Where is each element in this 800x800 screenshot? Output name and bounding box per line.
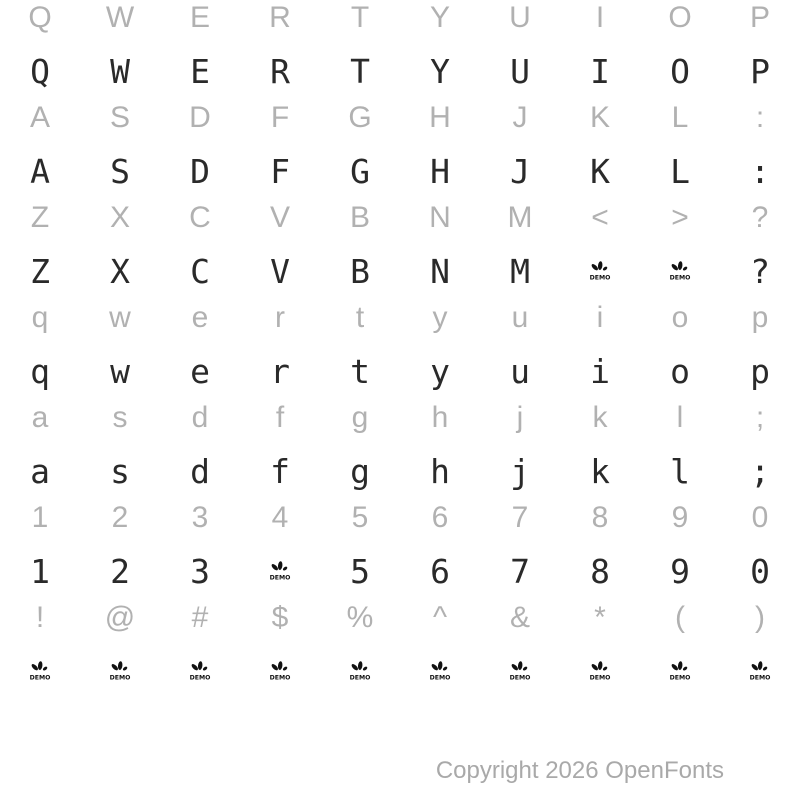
glyph-row [0,146,800,196]
glyph-cell: o [671,301,689,334]
glyph-cell: j [510,451,530,491]
glyph-cell: ? [750,251,770,291]
glyph-cell: y [430,351,450,391]
glyph-cell: F [270,101,290,134]
glyph-cell: C [190,251,210,291]
svg-text:DEMO: DEMO [589,674,611,682]
demo-stamp-cell [240,546,320,596]
demo-stamp-icon [669,660,691,683]
demo-stamp-icon [669,260,691,283]
glyph-cell: 6 [430,551,450,591]
glyph-cell: t [350,351,370,391]
glyph-cell: 3 [190,551,210,591]
glyph-cell: L [670,151,690,191]
demo-stamp-cell [720,646,800,696]
glyph-row [0,393,800,443]
glyph-cell: 2 [110,551,130,591]
glyph-cell: # [191,601,209,634]
svg-text:DEMO: DEMO [669,674,691,682]
svg-text:DEMO: DEMO [109,674,131,682]
copyright-text: Copyright 2026 OpenFonts [435,757,724,784]
glyph-cell: R [270,51,290,91]
glyph-cell: V [270,251,290,291]
demo-stamp-cell [560,646,640,696]
glyph-cell: p [750,351,770,391]
glyph-cell: N [429,201,451,234]
glyph-cell: 0 [750,551,770,591]
glyph-cell: Q [28,1,52,34]
glyph-cell: A [30,151,50,191]
glyph-cell: J [510,151,530,191]
svg-text:DEMO: DEMO [509,674,531,682]
demo-stamp-cell [560,246,640,296]
glyph-row [0,593,800,643]
glyph-cell: o [670,351,690,391]
demo-stamp-icon [589,660,611,683]
demo-stamp-cell [80,646,160,696]
demo-stamp-icon [269,660,291,683]
glyph-row [0,46,800,96]
glyph-cell: ; [750,451,770,491]
svg-text:DEMO: DEMO [669,274,691,282]
glyph-cell: ; [755,401,765,434]
glyph-cell: O [668,1,692,34]
glyph-cell: T [350,51,370,91]
glyph-cell: Y [430,51,450,91]
glyph-cell: K [590,151,610,191]
glyph-row [0,293,800,343]
glyph-cell: W [110,51,130,91]
glyph-cell: g [350,451,370,491]
glyph-cell: l [670,451,690,491]
glyph-cell: 4 [271,501,289,534]
demo-stamp-cell [0,646,80,696]
svg-text:DEMO: DEMO [269,674,291,682]
glyph-cell: P [750,51,770,91]
glyph-cell: ( [675,601,685,634]
glyph-cell: k [590,451,610,491]
glyph-cell: 9 [671,501,689,534]
glyph-cell: s [112,401,128,434]
glyph-cell: e [191,301,209,334]
demo-stamp-cell [320,646,400,696]
glyph-cell: y [432,301,448,334]
glyph-cell: D [189,101,211,134]
demo-stamp-icon [349,660,371,683]
glyph-cell: Z [30,251,50,291]
glyph-cell: E [189,1,210,34]
glyph-cell: I [595,1,605,34]
glyph-cell: S [109,101,130,134]
demo-stamp-icon [589,260,611,283]
svg-text:DEMO: DEMO [349,674,371,682]
glyph-cell: s [110,451,130,491]
demo-stamp-icon [749,660,771,683]
demo-stamp-cell [480,646,560,696]
glyph-row [0,93,800,143]
glyph-cell: h [431,401,449,434]
glyph-cell: t [355,301,365,334]
demo-stamp-icon [189,660,211,683]
glyph-cell: i [596,301,604,334]
glyph-cell: N [430,251,450,291]
glyph-row [0,193,800,243]
demo-stamp-icon [29,660,51,683]
glyph-cell: : [750,151,770,191]
glyph-cell: 3 [191,501,209,534]
glyph-cell: W [105,1,135,34]
glyph-cell: F [270,151,290,191]
demo-stamp-cell [160,646,240,696]
glyph-cell: r [275,301,285,334]
glyph-cell: K [589,101,610,134]
glyph-row [0,246,800,296]
glyph-cell: H [430,151,450,191]
glyph-cell: 5 [350,551,370,591]
glyph-cell: 7 [510,551,530,591]
glyph-row [0,446,800,496]
glyph-cell: ^ [432,601,448,634]
glyph-cell: g [351,401,369,434]
glyph-cell: ) [755,601,765,634]
glyph-cell: 5 [351,501,369,534]
glyph-cell: Y [429,1,450,34]
glyph-cell: E [190,51,210,91]
glyph-cell: V [269,201,290,234]
glyph-row [0,646,800,696]
glyph-cell: J [512,101,528,134]
svg-text:DEMO: DEMO [589,274,611,282]
glyph-cell: $ [271,601,289,634]
glyph-cell: % [346,601,374,634]
glyph-cell: X [109,201,130,234]
glyph-cell: w [110,351,130,391]
demo-stamp-icon [429,660,451,683]
glyph-cell: q [30,351,50,391]
demo-stamp-cell [640,246,720,296]
glyph-cell: h [430,451,450,491]
glyph-cell: e [190,351,210,391]
glyph-cell: a [31,401,49,434]
glyph-cell: Q [30,51,50,91]
svg-text:DEMO: DEMO [189,674,211,682]
demo-stamp-icon [269,560,291,583]
glyph-row [0,0,800,43]
glyph-cell: R [269,1,291,34]
glyph-cell: k [592,401,608,434]
glyph-cell: d [190,451,210,491]
glyph-cell: i [590,351,610,391]
glyph-cell: M [507,201,533,234]
glyph-cell: B [349,201,370,234]
glyph-cell: ! [35,601,45,634]
glyph-cell: U [510,51,530,91]
svg-text:DEMO: DEMO [29,674,51,682]
glyph-cell: r [270,351,290,391]
glyph-cell: Z [30,201,50,234]
glyph-cell: 8 [591,501,609,534]
glyph-cell: 1 [30,551,50,591]
glyph-cell: S [110,151,130,191]
glyph-cell: * [594,601,606,634]
glyph-cell: ? [751,201,769,234]
demo-stamp-icon [509,660,531,683]
glyph-cell: 2 [111,501,129,534]
glyph-cell: f [275,401,285,434]
glyph-cell: 9 [670,551,690,591]
glyph-cell: L [671,101,689,134]
glyph-cell: M [510,251,530,291]
glyph-cell: C [189,201,211,234]
glyph-cell: : [755,101,765,134]
glyph-cell: X [110,251,130,291]
demo-stamp-cell [640,646,720,696]
glyph-cell: 8 [590,551,610,591]
glyph-cell: u [510,351,530,391]
glyph-row [0,493,800,543]
glyph-cell: @ [104,601,136,634]
glyph-cell: G [350,151,370,191]
glyph-cell: B [350,251,370,291]
glyph-cell: 0 [751,501,769,534]
glyph-row [0,346,800,396]
glyph-cell: 1 [31,501,49,534]
glyph-row [0,546,800,596]
glyph-cell: j [516,401,524,434]
glyph-cell: p [751,301,769,334]
glyph-cell: 7 [511,501,529,534]
svg-text:DEMO: DEMO [429,674,451,682]
glyph-cell: a [30,451,50,491]
glyph-cell: H [429,101,451,134]
svg-text:DEMO: DEMO [269,574,291,582]
glyph-cell: O [670,51,690,91]
glyph-cell: P [749,1,770,34]
glyph-cell: D [190,151,210,191]
glyph-cell: q [31,301,49,334]
glyph-cell: d [191,401,209,434]
glyph-cell: 6 [431,501,449,534]
glyph-cell: w [109,301,131,334]
glyph-cell: < [591,201,609,234]
demo-stamp-icon [109,660,131,683]
glyph-cell: T [350,1,370,34]
glyph-cell: A [29,101,50,134]
glyph-cell: U [509,1,531,34]
svg-text:DEMO: DEMO [749,674,771,682]
glyph-cell: I [590,51,610,91]
demo-stamp-cell [240,646,320,696]
glyph-cell: u [511,301,529,334]
glyph-cell: f [270,451,290,491]
demo-stamp-cell [400,646,480,696]
glyph-cell: & [509,601,530,634]
glyph-cell: G [348,101,372,134]
glyph-cell: > [671,201,689,234]
glyph-cell: l [676,401,684,434]
